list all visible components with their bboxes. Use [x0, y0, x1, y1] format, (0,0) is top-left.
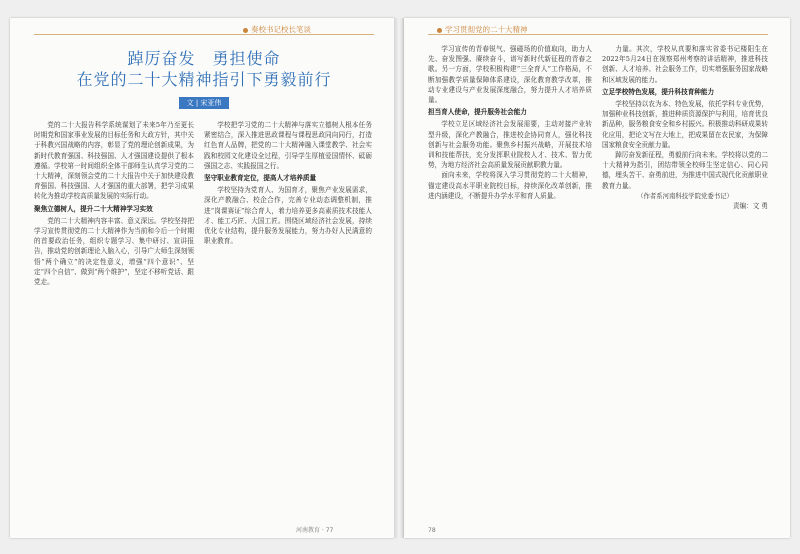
left-page — [10, 18, 394, 538]
right-column-1 — [428, 44, 592, 516]
section-heading: 担当育人使命，提升服务社会能力 — [428, 108, 527, 117]
section-heading: 坚守职业教育定位，提高人才培养质量 — [204, 174, 317, 183]
article-title-line-2: 在党的二十大精神指引下勇毅前行 — [76, 70, 332, 89]
right-column-2 — [602, 44, 768, 516]
paragraph: 学校把学习党的二十大精神与落实立德树人根本任务紧密结合，深入推进思政课程与课程思政同向同行，打造红色育人品牌，把党的二十大精神融入课堂教学、社会实践和校园文化建设全过程，引导学生厚植爱国情怀、砥砺强国之志、实践报国之行。 — [204, 121, 372, 170]
running-head-text: 奏校书记校长笔谈 — [251, 25, 311, 34]
section-heading: 聚焦立德树人，提升二十大精神学习实效 — [34, 204, 153, 213]
running-head-text: 学习贯彻党的二十大精神 — [445, 25, 528, 34]
bullet-icon — [437, 28, 442, 33]
page-number: 河南教育 · 77 — [296, 527, 334, 534]
author-byline: 文 | 宋亚伟 — [179, 97, 230, 109]
paragraph: 党的二十大精神内容丰富、意义深远。学校坚持把学习宣传贯彻党的二十大精神作为当前和今后一个时期的首要政治任务，组织专题学习、集中研讨、宣讲报告，推动党的创新理论入脑入心，引导广大师生深刻领悟“两个确立”的决定性意义，增强“四个意识”、坚定“四个自信”、做到“两个维护”，坚定不移听党话、跟党走。 — [34, 216, 194, 287]
spine-gutter — [394, 18, 404, 538]
paragraph: 力量。其次，学校从真要和落实省委书记楼阳生在2022年5月24日在视察郑州考察的讲话精神，推进科技创新、人才培养、社会服务工作，切实增强服务国家战略和区域发展的能力。 — [602, 45, 768, 84]
left-column-1 — [34, 120, 194, 516]
header-rule — [34, 34, 374, 35]
paragraph: 党的二十大报告科学系统谋划了未来5年乃至更长时期党和国家事业发展的目标任务和大政方针，其中关于科教兴国战略的内容，彰显了党的理论创新成果，为新时代教育强国、科技强国、人才强国建设提供了根本遵循。学校第一时间组织全体干部师生认真学习党的二十大精神，深刻领会党的二十大报告中关于加快建设教育强国、科技强国、人才强国的重大部署，把学习成果转化为推动学校高质量发展的实际行动。 — [34, 121, 194, 201]
article-title-line-1: 踔厉奋发 勇担使命 — [127, 49, 281, 68]
right-page — [404, 18, 790, 538]
paragraph: 学校坚持为党育人、为国育才，聚焦产业发展需求，深化产教融合、校企合作，完善专业动态调整机制，推进“岗课赛证”综合育人，着力培养更多高素质技术技能人才、能工巧匠、大国工匠。围绕区域经济社会发展，持续优化专业结构，提升服务发展能力，努力办好人民满意的职业教育。 — [204, 186, 372, 246]
paragraph: 学校立足区域经济社会发展需要，主动对接产业转型升级，深化产教融合，推进校企协同育人，强化科技创新与社会服务功能。聚焦乡村振兴战略，开展技术培训和技能帮扶，充分发挥职业院校人才、技术、智力优势，为地方经济社会高质量发展贡献职教力量。 — [428, 120, 592, 170]
editor-credit: 责编：文 勇 — [732, 202, 768, 211]
paragraph: 面向未来，学校将深入学习贯彻党的二十大精神，锚定建设高水平职业院校目标，持续深化改革创新，推进内涵建设，不断提升办学水平和育人质量。 — [428, 171, 592, 200]
section-heading: 立足学校特色发展，提升科技育种能力 — [602, 87, 715, 96]
paragraph: 踔厉奋发新征程，勇毅前行向未来。学校将以党的二十大精神为指引，团结带领全校师生坚定信心、同心同德，埋头苦干、奋勇前进，为推进中国式现代化贡献职业教育力量。 — [602, 151, 768, 190]
page-number: 78 — [428, 527, 436, 534]
bullet-icon — [243, 28, 248, 33]
author-note: （作者系河南科技学院党委书记） — [637, 191, 733, 200]
header-rule — [428, 34, 768, 35]
left-column-2 — [204, 120, 372, 516]
article-title-block — [34, 48, 374, 109]
paragraph: 学校坚持以农为本、特色发展，依托学科专业优势，加强种业科技创新，推进种质资源保护与利用，培育优良新品种，服务粮食安全和乡村振兴。积极推动科研成果转化应用，把论文写在大地上，把成果留在农民家，为保障国家粮食安全贡献力量。 — [602, 100, 768, 149]
paragraph: 学习宣传的青春锐气、强磁场的价值取向，助力人先、奋发图强、赓续奋斗，谱写新时代新征程的青春之歌。另一方面，学校积极构建“三全育人”工作格局，不断加强教学质量保障体系建设，深化教育教学改革，推动专业建设与产业发展深度融合，努力提升人才培养质量。 — [428, 45, 592, 105]
